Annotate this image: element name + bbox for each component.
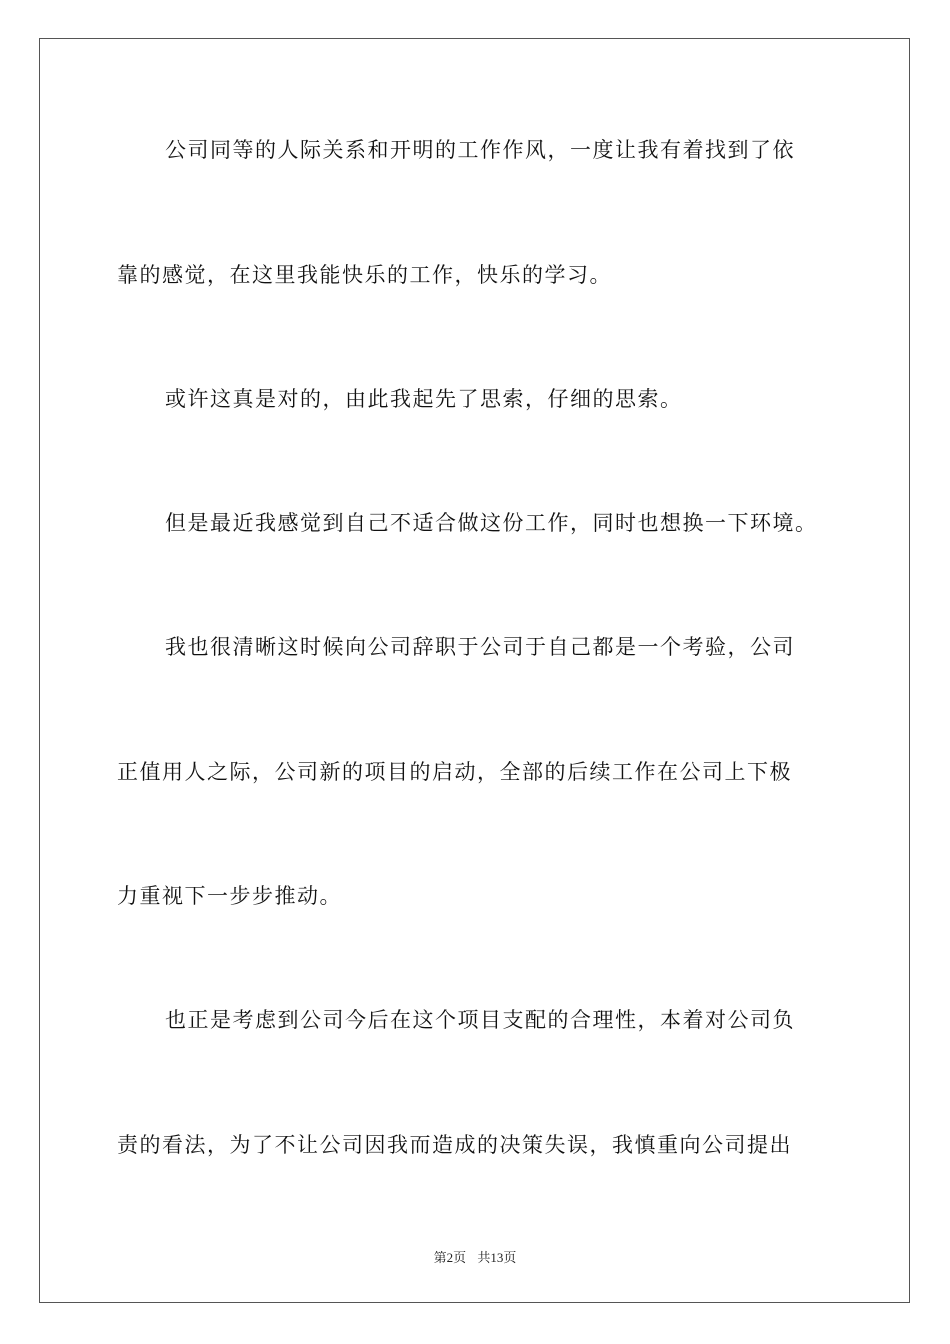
paragraph-line-1: 公司同等的人际关系和开明的工作作风，一度让我有着找到了依 <box>165 138 795 162</box>
page-frame <box>39 38 910 1303</box>
paragraph-line-3: 或许这真是对的，由此我起先了思索，仔细的思索。 <box>165 387 683 411</box>
paragraph-line-7: 力重视下一步步推动。 <box>117 884 342 908</box>
paragraph-line-4: 但是最近我感觉到自己不适合做这份工作，同时也想换一下环境。 <box>165 511 818 535</box>
paragraph-line-2: 靠的感觉，在这里我能快乐的工作，快乐的学习。 <box>117 263 612 287</box>
page-footer <box>0 1247 950 1266</box>
paragraph-line-8: 也正是考虑到公司今后在这个项目支配的合理性，本着对公司负 <box>165 1008 795 1032</box>
paragraph-line-9: 责的看法，为了不让公司因我而造成的决策失误，我慎重向公司提出 <box>117 1133 792 1157</box>
paragraph-line-6: 正值用人之际，公司新的项目的启动，全部的后续工作在公司上下极 <box>117 760 792 784</box>
paragraph-line-5: 我也很清晰这时候向公司辞职于公司于自己都是一个考验，公司 <box>165 635 795 659</box>
page-number: 第2页 <box>433 1250 467 1265</box>
page-total: 共13页 <box>477 1250 517 1265</box>
